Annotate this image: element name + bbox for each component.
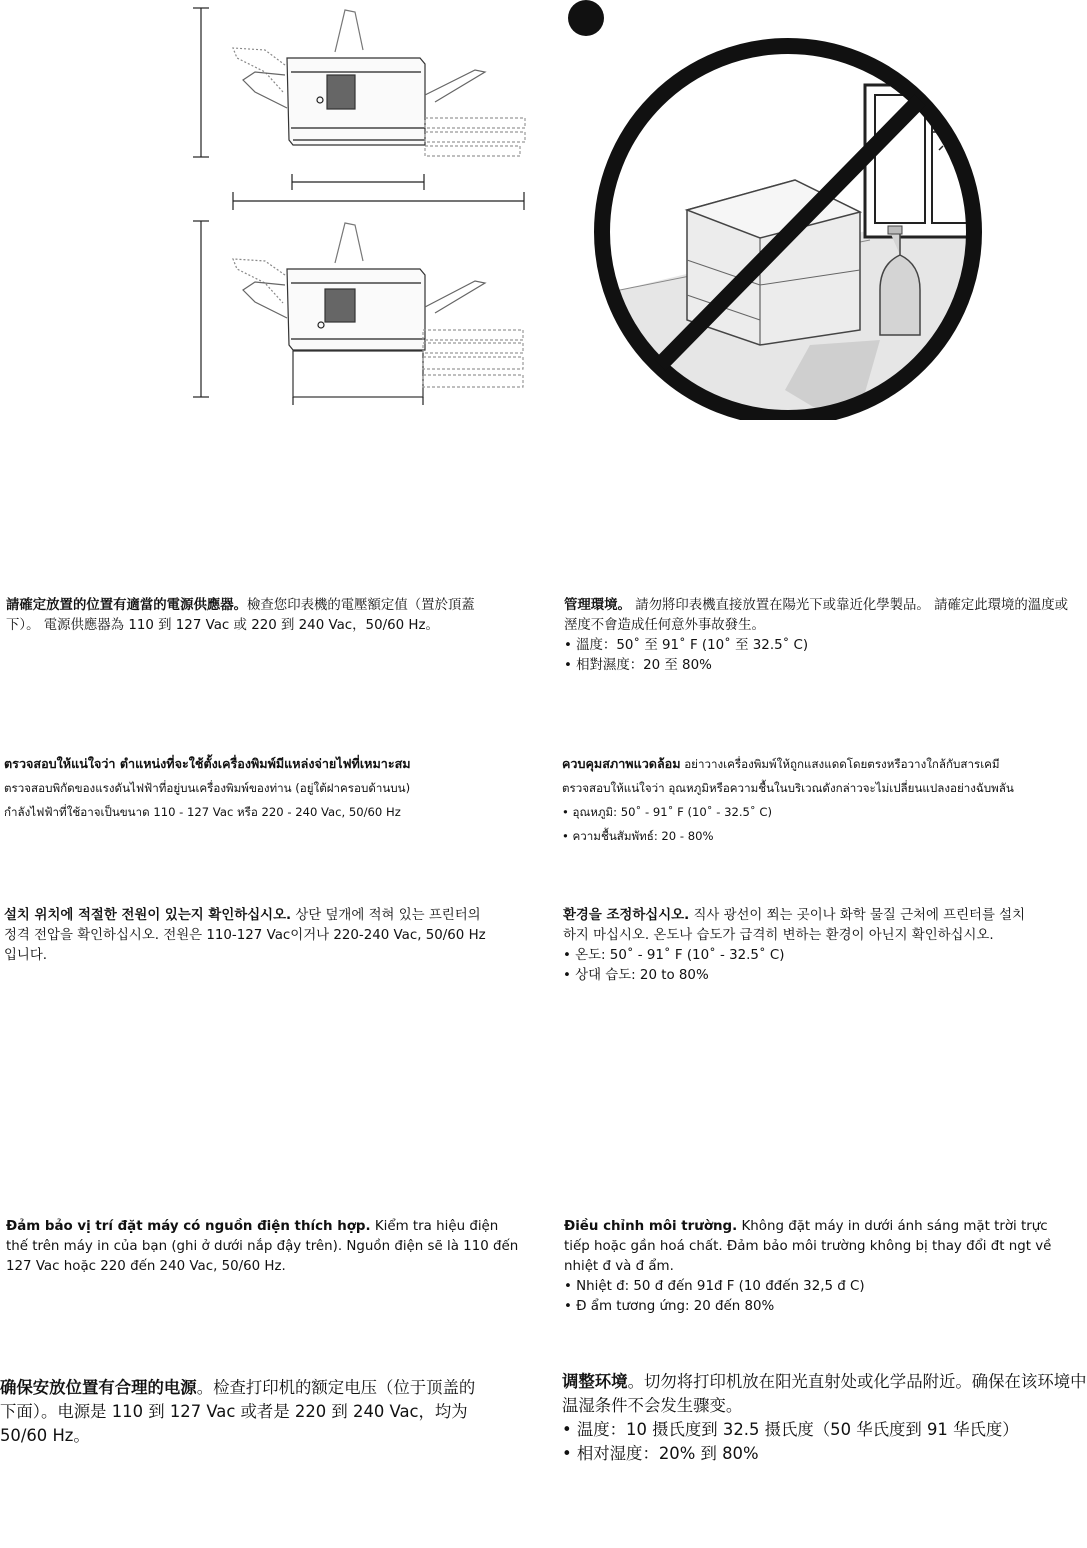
power-source-section-vi bbox=[6, 1217, 520, 1277]
environment-body-zh-cn: 。切勿将打印机放在阳光直射处或化学品附近。确保在该环境中温湿条件不会发生骤变。 bbox=[562, 1372, 1087, 1415]
power-body-zh-tw: 檢查您印表機的電壓額定值（置於頂蓋下）。 電源供應器為 110 到 127 Vac 或 220 到 240 Vac，50/60 Hz。 bbox=[6, 598, 475, 633]
power-line-th: ตรวจสอบพิกัดของแรงดันไฟฟ้าที่อยู่บนเครื่องพิมพ์ของท่าน (อยู่ใต้ฝาครอบด้านบน) bbox=[4, 781, 411, 795]
power-source-section-zh-tw bbox=[6, 596, 494, 636]
list-item: • Đ ẩm tương ứng: 20 đến 80% bbox=[564, 1297, 1076, 1317]
power-body-zh-cn: 。检查打印机的额定电压（位于顶盖的下面）。电源是 110 到 127 Vac 或者是 220 到 240 Vac，均为 50/60 Hz。 bbox=[0, 1378, 476, 1445]
environment-heading-vi: Điều chỉnh môi trường. bbox=[564, 1219, 738, 1234]
environment-bullets-vi bbox=[564, 1277, 1076, 1317]
environment-body-th: อย่าวางเครื่องพิมพ์ให้ถูกแสงแดดโดยตรงหรือวางใกล้กับสารเคมี bbox=[684, 757, 1000, 771]
environment-heading-th: ควบคุมสภาพแวดล้อม bbox=[562, 756, 681, 771]
environment-heading-ko: 환경을 조정하십시오. bbox=[563, 908, 690, 923]
list-item: • 相對濕度：20 至 80% bbox=[564, 656, 1074, 676]
environment-bullets-zh-tw bbox=[564, 636, 1074, 676]
power-heading-zh-cn: 确保安放位置有合理的电源 bbox=[0, 1378, 197, 1397]
power-source-section-ko bbox=[4, 906, 496, 966]
step-marker-icon bbox=[568, 0, 604, 36]
environment-body-ko: 직사 광선이 쬐는 곳이나 화학 물질 근처에 프린터를 설치하지 마십시오. 온도나 습도가 급격히 변하는 환경이 아닌지 확인하십시오. bbox=[563, 908, 1026, 943]
power-heading-zh-tw: 請確定放置的位置有適當的電源供應器。 bbox=[6, 598, 248, 613]
environment-bullets-th bbox=[562, 800, 1077, 848]
list-item: • ความชื้นสัมพัทธ์: 20 - 80% bbox=[562, 824, 1077, 848]
list-item: • 温度：10 摄氏度到 32.5 摄氏度（50 华氏度到 91 华氏度） bbox=[562, 1418, 1087, 1442]
power-heading-th: ตรวจสอบให้แน่ใจว่า ตำแหน่งที่จะใช้ตั้งเครื่องพิมพ์มีแหล่งจ่ายไฟที่เหมาะสม bbox=[4, 756, 411, 771]
power-heading-ko: 설치 위치에 적절한 전원이 있는지 확인하십시오. bbox=[4, 908, 292, 923]
printer-clearance-top-figure bbox=[185, 0, 545, 215]
environment-section-vi bbox=[564, 1217, 1076, 1317]
environment-body-vi: Không đặt máy in dưới ánh sáng mặt trời trực tiếp hoặc gần hoá chất. Đảm bảo môi trường không bị thay đổi đt ngt về nhiệt đ và đ ẩm. bbox=[564, 1219, 1052, 1274]
power-line-th: กำลังไฟฟ้าที่ใช้อาจเป็นขนาด 110 - 127 Vac หรือ 220 - 240 Vac, 50/60 Hz bbox=[4, 805, 401, 819]
power-heading-vi: Đảm bảo vị trí đặt máy có nguồn điện thích hợp. bbox=[6, 1219, 371, 1234]
printer-clearance-bottom-figure bbox=[185, 215, 545, 405]
environment-section-zh-cn bbox=[562, 1370, 1087, 1466]
environment-heading-zh-cn: 调整环境 bbox=[562, 1372, 628, 1391]
environment-section-ko bbox=[563, 906, 1033, 986]
power-body-vi: Kiểm tra hiệu điện thế trên máy in của bạn (ghi ở dưới nắp đậy trên). Nguồn điện sẽ là 110 đến 127 Vac hoặc 220 đến 240 Vac, 50/60 Hz. bbox=[6, 1219, 519, 1274]
power-body-ko: 상단 덮개에 적혀 있는 프린터의 정격 전압을 확인하십시오. 전원은 110-127 Vac이거나 220-240 Vac, 50/60 Hz입니다. bbox=[4, 908, 486, 963]
list-item: • 相对湿度：20% 到 80% bbox=[562, 1442, 1087, 1466]
environment-bullets-ko bbox=[563, 946, 1033, 986]
environment-bullets-zh-cn bbox=[562, 1418, 1087, 1466]
environment-section-zh-tw bbox=[564, 596, 1074, 676]
environment-heading-zh-tw: 管理環境。 bbox=[564, 598, 631, 613]
list-item: • 溫度：50˚ 至 91˚ F (10˚ 至 32.5˚ C) bbox=[564, 636, 1074, 656]
list-item: • อุณหภูมิ: 50˚ - 91˚ F (10˚ - 32.5˚ C) bbox=[562, 800, 1077, 824]
power-source-section-th bbox=[4, 752, 524, 824]
environment-line-th: ตรวจสอบให้แน่ใจว่า อุณหภูมิหรือความชื้นในบริเวณดังกล่าวจะไม่เปลี่ยนแปลงอย่างฉับพลัน bbox=[562, 781, 1014, 795]
list-item: • Nhiệt đ: 50 đ đến 91đ F (10 đđến 32,5 đ C) bbox=[564, 1277, 1076, 1297]
environment-warning-figure bbox=[560, 0, 1040, 420]
list-item: • 상대 습도: 20 to 80% bbox=[563, 966, 1033, 986]
list-item: • 온도: 50˚ - 91˚ F (10˚ - 32.5˚ C) bbox=[563, 946, 1033, 966]
environment-section-th bbox=[562, 752, 1077, 848]
environment-body-zh-tw: 請勿將印表機直接放置在陽光下或靠近化學製品。 請確定此環境的溫度或溼度不會造成任何意外事故發生。 bbox=[564, 598, 1068, 633]
power-source-section-zh-cn bbox=[0, 1376, 480, 1448]
